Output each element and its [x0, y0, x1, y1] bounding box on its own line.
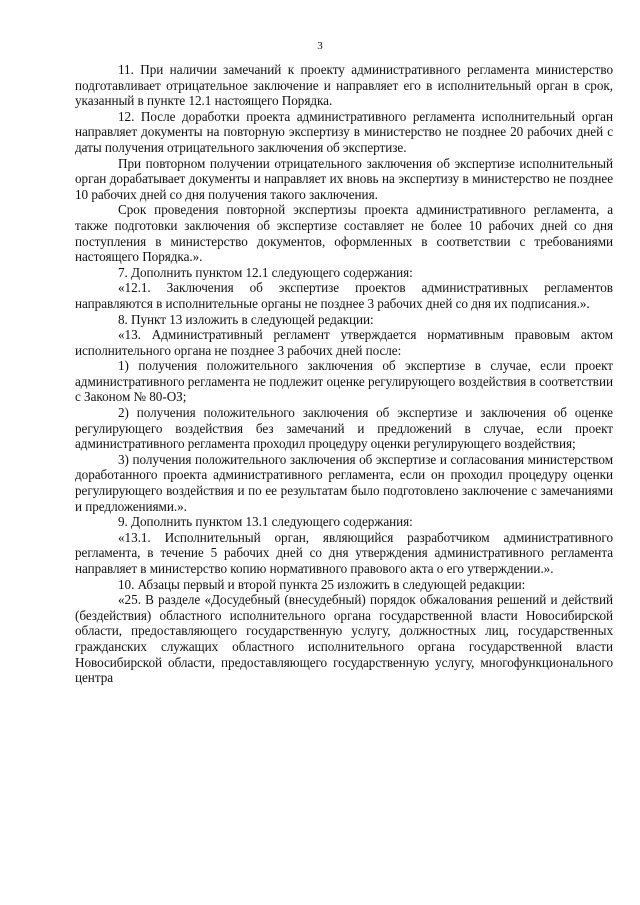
paragraph-item-13-1: «13.1. Исполнительный орган, являющийся разработчиком административного регламента, в течение 5 рабочих дней со дня утверждения административного регламента направляет в министерство копию нормативного правового акта о его утверждении.».: [75, 529, 613, 576]
document-body: [75, 62, 613, 686]
paragraph-item-13-sub-3: 3) получения положительного заключения об экспертизе и согласования министерством доработанного проекта административного регламента, если он проходил процедуру оценки регулирующего воздействия и по ее результатам было подготовлено заключение с замечаниями и предложениями.».: [75, 451, 613, 514]
paragraph-item-13-sub-2: 2) получения положительного заключения об экспертизе и заключения об оценке регулирующего воздействия без замечаний и предложений в случае, если проект административного регламента проходил процедуру оценки регулирующего воздействия;: [75, 405, 613, 452]
paragraph-item-25: «25. В разделе «Досудебный (внесудебный) порядок обжалования решений и действий (бездействия) областного исполнительного органа государственной власти Новосибирской области, предоставляющего государственную услугу, должностных лиц, государственных гражданских служащих областного исполнительного органа государственной власти Новосибирской области, предоставляющего государственную услугу, многофункционального центра: [75, 592, 613, 686]
paragraph-amendment-8: 8. Пункт 13 изложить в следующей редакции:: [118, 311, 374, 327]
paragraph-item-11: 11. При наличии замечаний к проекту административного регламента министерство подготавливает отрицательное заключение и направляет его в исполнительный орган в срок, указанный в пункте 12.1 настоящего Порядка.: [75, 62, 613, 109]
paragraph-repeat-term: Срок проведения повторной экспертизы проекта административного регламента, а также подготовки заключения об экспертизе составляет не более 10 рабочих дней со дня поступления в министерство документов, оформленных в соответствии с требованиями настоящего Порядка.».: [75, 202, 613, 265]
paragraph-amendment-10: 10. Абзацы первый и второй пункта 25 изложить в следующей редакции:: [118, 576, 526, 592]
paragraph-item-12: 12. После доработки проекта административного регламента исполнительный орган направляет документы на повторную экспертизу в министерство не позднее 20 рабочих дней с даты получения отрицательного заключения об экспертизе.: [75, 108, 613, 155]
paragraph-amendment-9: 9. Дополнить пунктом 13.1 следующего содержания:: [118, 514, 413, 530]
paragraph-amendment-7: 7. Дополнить пунктом 12.1 следующего содержания:: [118, 264, 413, 280]
paragraph-repeat-negative: При повторном получении отрицательного заключения об экспертизе исполнительный орган дорабатывает документы и направляет их вновь на экспертизу в министерство не позднее 10 рабочих дней со дня получения такого заключения.: [75, 155, 613, 202]
page-number: 3: [317, 40, 323, 52]
paragraph-item-13: «13. Административный регламент утверждается нормативным правовым актом исполнительного органа не позднее 3 рабочих дней после:: [75, 327, 613, 358]
paragraph-item-12-1: «12.1. Заключения об экспертизе проектов административных регламентов направляются в исполнительные органы не позднее 3 рабочих дней со дня их подписания.».: [75, 280, 613, 311]
paragraph-item-13-sub-1: 1) получения положительного заключения об экспертизе в случае, если проект административного регламента не подлежит оценке регулирующего воздействия в соответствии с Законом № 80-ОЗ;: [75, 358, 613, 405]
